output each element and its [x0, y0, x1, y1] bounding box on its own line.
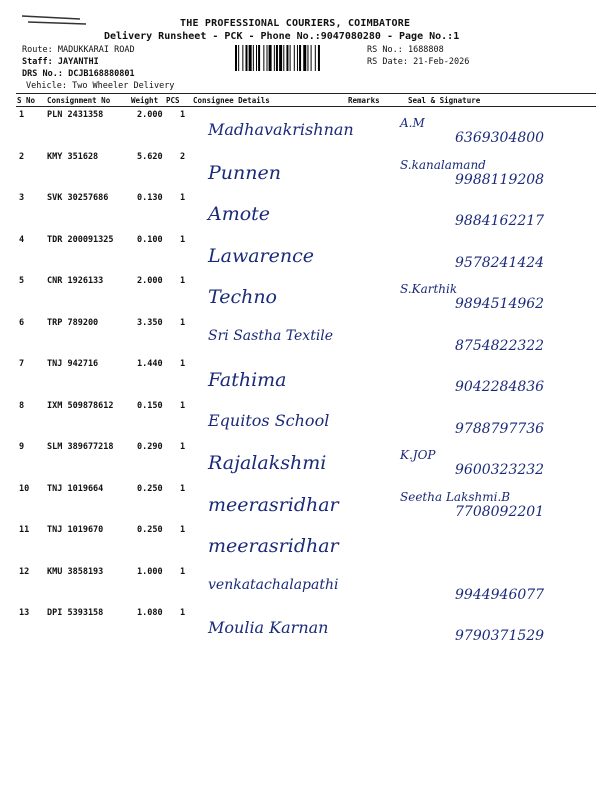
barcode-bar [311, 45, 312, 71]
row-pcs: 1 [180, 483, 186, 494]
rs-date-label: RS Date: [367, 57, 408, 67]
row-consignment-no: KMY 351628 [47, 151, 99, 162]
row-consignment-no: DPI 5393158 [47, 608, 104, 618]
barcode-bar [303, 45, 306, 71]
consignee-handwriting: meerasridhar [208, 535, 339, 557]
seal-phone-handwriting: 7708092201 [455, 503, 545, 520]
consignee-handwriting: Sri Sastha Textile [208, 327, 334, 344]
row-weight: 0.100 [137, 234, 163, 245]
consignee-handwriting: Techno [208, 286, 277, 308]
route-value: MADUKKARAI ROAD [57, 45, 135, 55]
row-consignment-no: TDR 200091325 [47, 234, 114, 245]
drs-value: DCJB168880801 [68, 69, 135, 79]
row-consignment-no: TNJ 942716 [47, 359, 99, 369]
barcode [235, 45, 363, 71]
seal-phone-handwriting: 9042284836 [455, 379, 545, 395]
row-pcs: 1 [180, 566, 186, 577]
row-sno: 5 [19, 276, 25, 286]
barcode-bar [286, 45, 288, 71]
barcode-bar [294, 45, 295, 71]
row-consignment-no: TNJ 1019670 [47, 525, 104, 535]
row-sno: 4 [19, 234, 25, 245]
rs-date-value: 21-Feb-2026 [413, 57, 470, 67]
pen-mark-icon [20, 10, 90, 30]
row-pcs: 1 [180, 525, 186, 535]
barcode-bar [246, 45, 248, 71]
row-weight: 1.440 [137, 359, 163, 369]
col-weight: Weight [131, 96, 159, 105]
barcode-bar [290, 45, 291, 71]
row-weight: 0.130 [137, 193, 163, 203]
barcode-bar [315, 45, 316, 71]
row-sno: 9 [19, 442, 25, 452]
col-pcs: PCS [166, 96, 180, 105]
row-consignment-no: KMU 3858193 [47, 566, 104, 577]
vehicle-value: Two Wheeler Delivery [72, 81, 175, 91]
header-top-rule [16, 93, 596, 94]
seal-phone-handwriting: 8754822322 [455, 337, 545, 354]
consignee-handwriting: Lawarence [208, 244, 314, 267]
row-weight: 1.000 [137, 566, 163, 577]
row-consignment-no: SLM 389677218 [47, 442, 114, 452]
seal-phone-handwriting: 9894514962 [455, 296, 545, 312]
consignee-handwriting: Madhavakrishnan [208, 120, 354, 139]
row-sno: 11 [19, 525, 30, 535]
row-weight: 0.150 [137, 400, 163, 411]
row-weight: 0.250 [137, 483, 163, 494]
col-consignee: Consignee Details [193, 96, 270, 105]
vehicle-label: Vehicle: [26, 81, 67, 91]
staff-label: Staff: [22, 57, 53, 67]
barcode-bar [269, 45, 272, 71]
row-weight: 3.350 [137, 317, 163, 328]
rs-no-value: 1688808 [407, 45, 444, 55]
row-weight: 2.000 [137, 110, 163, 120]
barcode-bar [235, 45, 237, 71]
barcode-bar [307, 45, 308, 71]
row-sno: 2 [19, 151, 25, 162]
consignee-handwriting: venkatachalapathi [208, 576, 339, 593]
consignee-handwriting: Equitos School [208, 410, 330, 430]
seal-handwriting: K.JOP [400, 448, 436, 462]
row-consignment-no: SVK 30257686 [47, 193, 109, 203]
row-consignment-no: TNJ 1019664 [47, 483, 104, 494]
row-sno: 1 [19, 110, 25, 120]
row-sno: 7 [19, 359, 25, 369]
row-weight: 1.080 [137, 608, 163, 618]
row-pcs: 1 [180, 234, 186, 245]
barcode-bar [274, 45, 275, 71]
seal-phone-handwriting: 6369304800 [455, 130, 545, 146]
row-weight: 5.620 [137, 151, 163, 162]
barcode-bar [242, 45, 243, 71]
col-sno: S No [17, 96, 36, 105]
row-consignment-no: PLN 2431358 [47, 110, 104, 120]
barcode-bar [299, 45, 301, 71]
staff-value: JAYANTHI [57, 57, 99, 67]
header-bottom-rule [16, 106, 596, 107]
drs-line [22, 69, 135, 79]
route-line [22, 45, 135, 55]
row-weight: 0.250 [137, 525, 163, 535]
col-seal: Seal & Signature [408, 96, 481, 105]
barcode-bar [256, 45, 257, 71]
barcode-bar [258, 45, 260, 71]
row-consignment-no: CNR 1926133 [47, 276, 104, 286]
row-pcs: 1 [180, 193, 186, 203]
route-label: Route: [22, 45, 53, 55]
row-sno: 8 [19, 400, 25, 411]
consignee-handwriting: Moulia Karnan [208, 618, 329, 637]
col-remarks: Remarks [348, 96, 380, 105]
row-pcs: 1 [180, 110, 186, 120]
seal-phone-handwriting: 9578241424 [455, 254, 545, 271]
seal-phone-handwriting: 9884162217 [455, 213, 545, 229]
barcode-bar [318, 45, 320, 71]
barcode-bar [283, 45, 284, 71]
runsheet-subtitle: Delivery Runsheet - PCK - Phone No.:9047080280 - Page No.:1 [104, 31, 460, 42]
seal-handwriting: S.Karthik [400, 282, 458, 296]
staff-line [22, 57, 99, 67]
seal-phone-handwriting: 9988119208 [455, 171, 545, 188]
row-sno: 12 [19, 566, 30, 577]
seal-handwriting: A.M [400, 116, 425, 130]
barcode-bar [249, 45, 252, 71]
consignee-handwriting: Fathima [208, 369, 287, 391]
row-pcs: 1 [180, 608, 186, 618]
company-title: THE PROFESSIONAL COURIERS, COIMBATORE [180, 18, 411, 29]
row-consignment-no: IXM 509878612 [47, 400, 114, 411]
row-sno: 3 [19, 193, 25, 203]
row-consignment-no: TRP 789200 [47, 317, 99, 328]
barcode-bar [276, 45, 278, 71]
rs-no-line [367, 45, 444, 55]
row-pcs: 2 [180, 151, 186, 162]
consignee-handwriting: Amote [208, 203, 271, 225]
seal-handwriting: S.kanalamand [400, 157, 486, 172]
barcode-bar [238, 45, 239, 71]
col-consignment: Consignment No [47, 96, 111, 105]
barcode-bar [267, 45, 268, 71]
row-pcs: 1 [180, 317, 186, 328]
row-sno: 10 [19, 483, 30, 494]
seal-handwriting: Seetha Lakshmi.B [400, 489, 511, 504]
seal-phone-handwriting: 9788797736 [455, 420, 545, 437]
seal-phone-handwriting: 9944946077 [455, 586, 545, 603]
row-pcs: 1 [180, 442, 186, 452]
row-pcs: 1 [180, 400, 186, 411]
drs-label: DRS No.: [22, 69, 63, 79]
row-pcs: 1 [180, 359, 186, 369]
barcode-bar [279, 45, 282, 71]
barcode-bar [253, 45, 254, 71]
rs-no-label: RS No.: [367, 45, 403, 55]
row-pcs: 1 [180, 276, 186, 286]
row-sno: 13 [19, 608, 30, 618]
consignee-handwriting: Punnen [208, 161, 281, 184]
barcode-bar [297, 45, 298, 71]
row-sno: 6 [19, 317, 25, 328]
barcode-bar [263, 45, 264, 71]
seal-phone-handwriting: 9600323232 [455, 462, 545, 478]
vehicle-line [26, 81, 174, 91]
seal-phone-handwriting: 9790371529 [455, 628, 545, 644]
row-weight: 2.000 [137, 276, 163, 286]
rs-date-line [367, 57, 469, 67]
consignee-handwriting: Rajalakshmi [208, 452, 327, 474]
row-weight: 0.290 [137, 442, 163, 452]
consignee-handwriting: meerasridhar [208, 493, 339, 516]
